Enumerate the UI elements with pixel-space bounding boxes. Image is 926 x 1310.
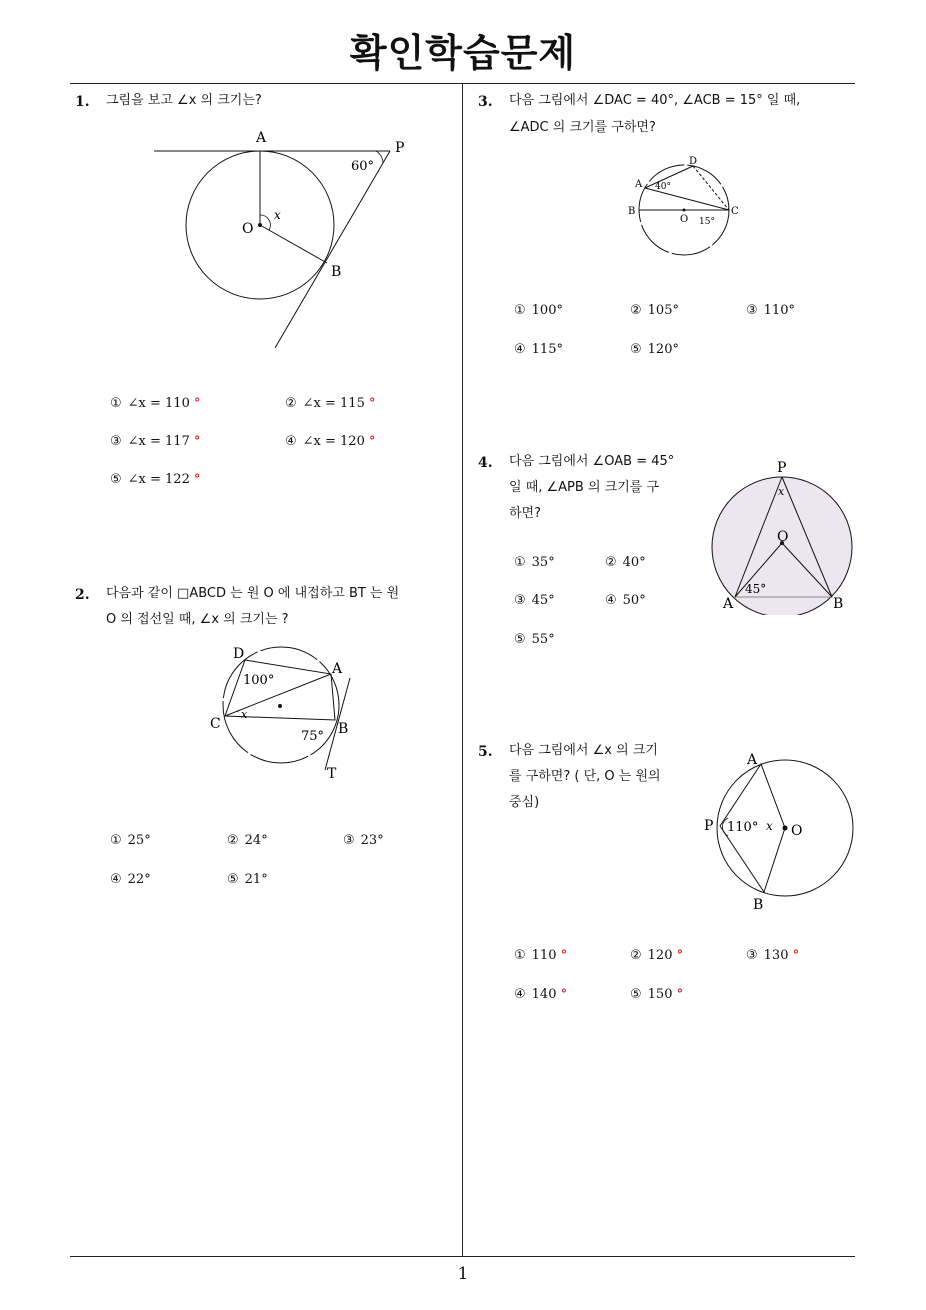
option-5[interactable]: ⑤ 21° (227, 872, 268, 887)
label-c: C (210, 716, 221, 732)
option-3[interactable]: ③ 110° (746, 303, 795, 318)
question-3-figure (625, 152, 750, 262)
label-a: A (256, 130, 267, 146)
label-d: D (689, 156, 698, 167)
label-b: B (331, 264, 342, 280)
label-angle-a: 45° (745, 582, 767, 596)
column-divider (462, 83, 463, 1257)
label-c: C (731, 206, 739, 217)
question-number: 5. (478, 744, 493, 760)
question-text-line1: 다음 그림에서 ∠OAB = 45° (509, 454, 675, 469)
option-4[interactable]: ④ 50° (605, 593, 646, 608)
label-b: B (833, 596, 844, 612)
label-angle-d: 100° (243, 673, 275, 688)
option-1[interactable]: ① 35° (514, 555, 555, 570)
label-angle-p: 110° (727, 820, 759, 835)
question-number: 2. (75, 587, 90, 603)
question-text-line1: 다음 그림에서 ∠DAC = 40°, ∠ACB = 15° 일 때, (509, 93, 801, 108)
option-2[interactable]: ② 105° (630, 303, 679, 318)
option-2[interactable]: ② 24° (227, 833, 268, 848)
option-5[interactable]: ⑤ ∠x = 122 ° (110, 472, 201, 487)
bottom-rule (70, 1256, 855, 1257)
label-p: P (704, 818, 714, 834)
option-1[interactable]: ① ∠x = 110 ° (110, 396, 201, 411)
page-title: 확인학습문제 (349, 31, 577, 75)
option-1[interactable]: ① 25° (110, 833, 151, 848)
label-o: O (777, 529, 789, 545)
label-b: B (338, 721, 349, 737)
question-text-line1: 다음 그림에서 ∠x 의 크기 (509, 743, 658, 758)
option-4[interactable]: ④ ∠x = 120 ° (285, 434, 376, 449)
label-o: O (680, 214, 689, 225)
question-text-line2: 를 구하면? ( 단, O 는 원의 (509, 769, 661, 784)
option-2[interactable]: ② 120 ° (630, 948, 684, 963)
label-o: O (242, 221, 254, 237)
option-5[interactable]: ⑤ 55° (514, 632, 555, 647)
question-text-line1: 다음과 같이 □ABCD 는 원 O 에 내접하고 BT 는 원 (106, 586, 400, 601)
label-b: B (753, 897, 764, 913)
label-angle-c: 15° (699, 217, 715, 227)
option-3[interactable]: ③ 45° (514, 593, 555, 608)
option-4[interactable]: ④ 140 ° (514, 987, 568, 1002)
label-o: O (791, 823, 803, 839)
option-5[interactable]: ⑤ 120° (630, 342, 679, 357)
label-d: D (233, 646, 245, 662)
label-x: x (766, 819, 773, 833)
label-p: P (777, 460, 787, 476)
label-a: A (332, 661, 343, 677)
option-3[interactable]: ③ 23° (343, 833, 384, 848)
label-a: A (747, 752, 758, 768)
option-1[interactable]: ① 100° (514, 303, 563, 318)
question-text-line3: 하면? (509, 506, 542, 521)
option-2[interactable]: ② 40° (605, 555, 646, 570)
question-text-line2: O 의 접선일 때, ∠x 의 크기는 ? (106, 612, 289, 627)
question-5-figure (700, 750, 860, 915)
question-text-line2: ∠ADC 의 크기를 구하면? (509, 120, 656, 135)
label-x: x (274, 208, 281, 222)
option-4[interactable]: ④ 115° (514, 342, 563, 357)
label-b: B (628, 206, 636, 217)
option-3[interactable]: ③ 130 ° (746, 948, 800, 963)
label-a: A (635, 179, 643, 190)
page-number: 1 (457, 1264, 469, 1284)
question-text-line2: 일 때, ∠APB 의 크기를 구 (509, 480, 660, 495)
label-x: x (241, 708, 248, 721)
option-3[interactable]: ③ ∠x = 117 ° (110, 434, 201, 449)
question-number: 4. (478, 455, 493, 471)
question-2-figure (205, 640, 365, 785)
question-text: 그림을 보고 ∠x 의 크기는? (106, 93, 262, 108)
question-4-figure (705, 455, 860, 615)
question-number: 1. (75, 94, 90, 110)
option-1[interactable]: ① 110 ° (514, 948, 568, 963)
question-text-line3: 중심) (509, 795, 540, 810)
option-2[interactable]: ② ∠x = 115 ° (285, 396, 376, 411)
label-angle-p: 60° (351, 159, 375, 174)
question-number: 3. (478, 94, 493, 110)
option-5[interactable]: ⑤ 150 ° (630, 987, 684, 1002)
label-x: x (778, 485, 785, 498)
label-a: A (723, 596, 734, 612)
label-angle-a: 40° (655, 182, 671, 192)
question-1-figure (150, 125, 420, 355)
label-angle-b: 75° (301, 729, 325, 744)
option-4[interactable]: ④ 22° (110, 872, 151, 887)
label-p: P (395, 140, 405, 156)
label-t: T (327, 766, 337, 782)
